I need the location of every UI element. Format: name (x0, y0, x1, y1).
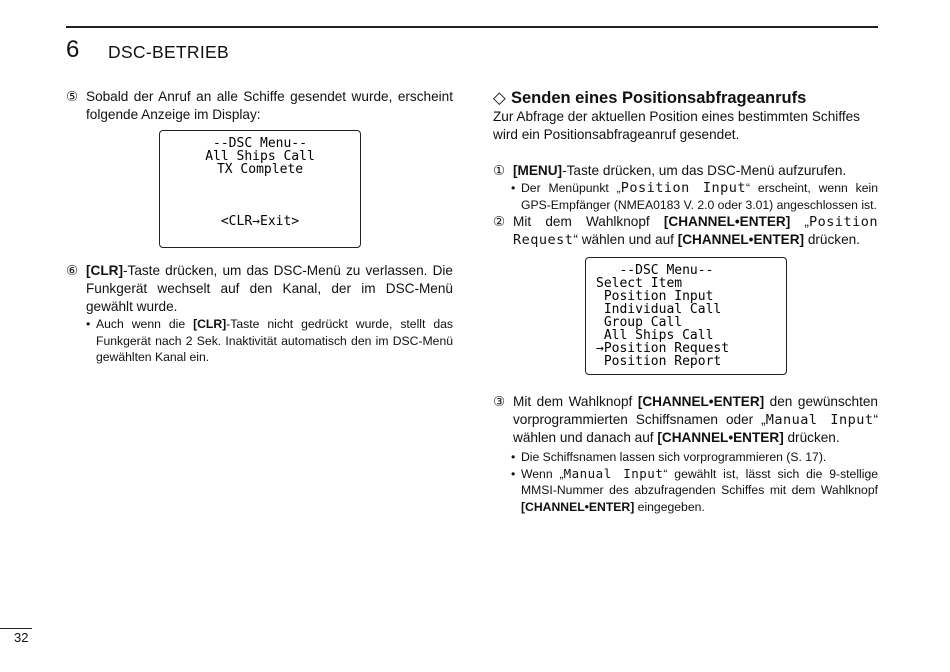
bullet: • (511, 450, 516, 464)
note-3b (511, 466, 878, 516)
step-number: ⑤ (66, 89, 79, 104)
section-heading (493, 88, 878, 108)
key-label: [CHANNEL•ENTER] (657, 430, 784, 445)
lcd-term: Position Request (513, 214, 878, 248)
bullet: • (86, 317, 91, 331)
lcd-term: Manual Input (765, 412, 874, 428)
lcd-line: --DSC Menu-- (596, 263, 714, 278)
step-text: Sobald der Anruf an alle Schiffe gesendet wurde, erscheint folgende Anzeige im Display: (86, 89, 453, 122)
step-text: “ wählen und auf (573, 232, 678, 247)
step-2 (493, 213, 878, 249)
step-text: „ (790, 214, 809, 229)
bullet: • (511, 466, 516, 481)
header-rule (66, 26, 878, 28)
lcd-display-select-item (585, 257, 787, 375)
note-text: Der Menüpunkt „ (521, 181, 621, 195)
bullet: • (511, 181, 516, 195)
chapter-number: 6 (66, 36, 80, 63)
step-text: “ wählen und danach auf (513, 412, 878, 445)
lcd-line: TX Complete (216, 162, 304, 177)
step-text: -Taste drücken, um das DSC-Menü zu verlassen. Die Funkgerät wechselt auf den Kanal, der im DSC-Menü gewählt wurde. (86, 263, 453, 314)
note-6 (86, 316, 453, 366)
step-text: Mit dem Wahlknopf (513, 394, 638, 409)
step-6 (66, 262, 453, 316)
key-label: [CLR] (86, 263, 123, 278)
lcd-line: Individual Call (596, 302, 722, 317)
step-3 (493, 393, 878, 447)
lcd-line: All Ships Call (205, 149, 315, 164)
key-label: [CHANNEL•ENTER] (637, 394, 765, 409)
step-text: drücken. (804, 232, 860, 247)
lcd-line: Position Input (596, 289, 714, 304)
lcd-line: Group Call (596, 315, 683, 330)
note-text: -Taste nicht gedrückt wurde, stellt das Funkgerät nach 2 Sek. Inaktivität automatisch den im DSC-Menü gewählten Kanal ein. (96, 317, 453, 364)
lcd-term: Position Input (620, 180, 746, 196)
note-text: “ gewählt ist, lässt sich die 9-stellige MMSI-Nummer des abzufragenden Schiffes mit dem Wahlknopf (521, 466, 879, 497)
lcd-term: Manual Input (563, 465, 664, 481)
key-label: [CLR] (193, 317, 227, 331)
step-1 (493, 162, 878, 180)
footer-rule (0, 628, 32, 629)
key-label: [CHANNEL•ENTER] (663, 214, 791, 229)
intro-paragraph: Zur Abfrage der aktuellen Position eines bestimmten Schiffes wird ein Positionsabfrageanruf gesendet. (493, 109, 860, 142)
right-column (493, 88, 878, 515)
note-1 (511, 180, 878, 213)
lcd-line: <CLR→Exit> (220, 214, 300, 229)
note-3a (511, 449, 878, 466)
lcd-line: --DSC Menu-- (213, 136, 307, 151)
step-number: ① (493, 163, 506, 178)
step-text: den gewünschten vorprogrammierten Schiffsnamen oder „ (513, 394, 878, 427)
step-text: -Taste drücken, um das DSC-Menü aufzurufen. (562, 163, 847, 178)
note-text: Auch wenn die (96, 317, 194, 331)
lcd-line: All Ships Call (596, 328, 714, 343)
note-text: Die Schiffsnamen lassen sich vorprogrammieren (S. 17). (521, 450, 827, 464)
diamond-icon: ◇ (493, 89, 506, 107)
step-number: ③ (493, 394, 506, 409)
lcd-line: Select Item (596, 276, 683, 291)
note-text: “ erscheint, wenn kein GPS-Empfänger (NMEA0183 V. 2.0 oder 3.01) angeschlossen ist. (521, 181, 878, 212)
key-label: [CHANNEL•ENTER] (521, 499, 635, 514)
lcd-line: →Position Request (596, 341, 730, 356)
step-text: Mit dem Wahlknopf (513, 214, 664, 229)
lcd-line: Position Report (596, 354, 722, 369)
heading-text: Senden eines Positionsabfrageanrufs (511, 89, 807, 107)
step-text: drücken. (783, 430, 840, 445)
step-5 (66, 88, 453, 124)
note-text: eingegeben. (634, 499, 705, 514)
key-label: [CHANNEL•ENTER] (677, 232, 805, 247)
page-number: 32 (14, 630, 29, 645)
left-column (66, 88, 453, 366)
note-text: Wenn „ (521, 466, 564, 481)
chapter-title: DSC-BETRIEB (108, 42, 229, 62)
step-number: ② (493, 214, 506, 229)
key-label: [MENU] (513, 163, 563, 178)
step-number: ⑥ (66, 263, 79, 278)
lcd-display-tx-complete (159, 130, 361, 248)
